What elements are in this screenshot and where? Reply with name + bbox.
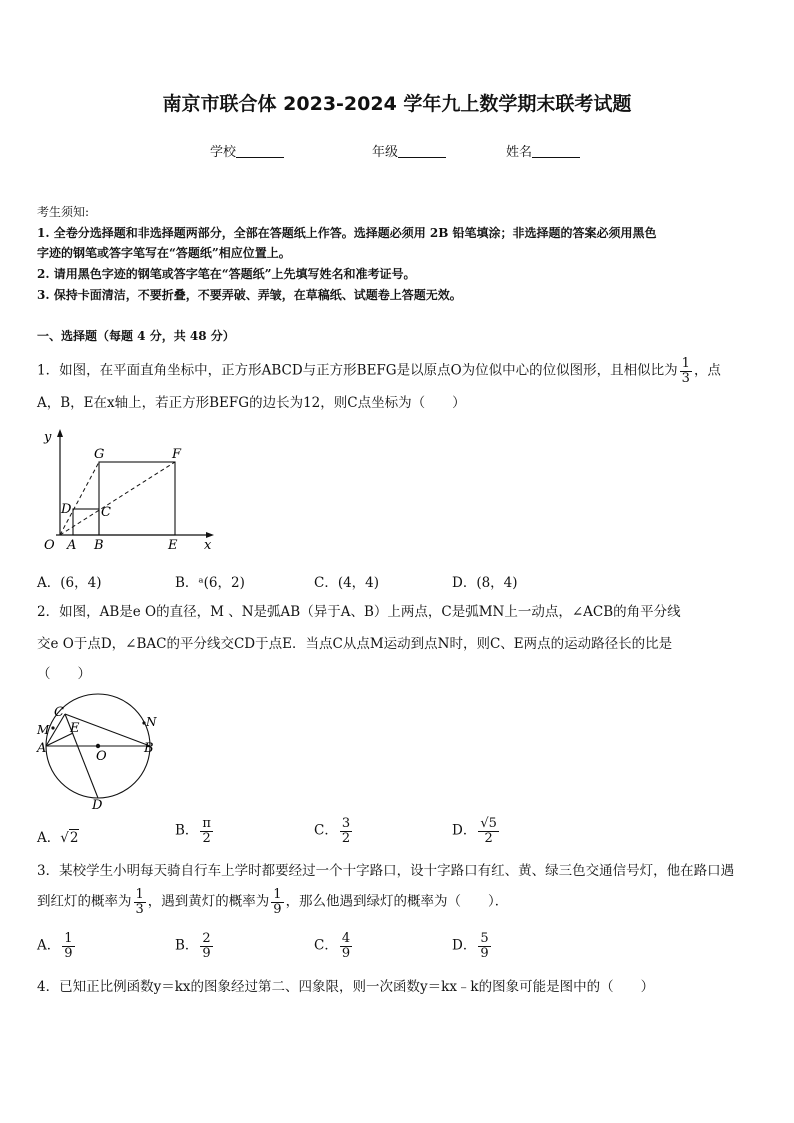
- q3-red-den: 3: [135, 901, 144, 917]
- notice-item-1a: 1. 全卷分选择题和非选择题两部分，全部在答题纸上作答。选择题必须用 2B 铅笔填涂；非选择题的答案必须用黑色: [37, 226, 657, 240]
- q1-label-f: F: [172, 447, 182, 462]
- q2-stem-line3: （ ）: [37, 666, 91, 682]
- q2-stem-line2: 交e O于点D，∠BAC的平分线交CD于点E．当点C从点M运动到点N时，则C、E两点的运动路径长的比是: [37, 636, 673, 652]
- q3-option-d-fraction: [478, 932, 490, 960]
- q2-option-c-label: C．: [314, 822, 338, 839]
- q3-text-a: 到红灯的概率为: [37, 893, 132, 910]
- school-field: [210, 141, 284, 160]
- q2-option-d: [452, 817, 501, 845]
- q2-option-a-sqrt: √2: [60, 830, 79, 846]
- q1-ray-og: [60, 462, 99, 535]
- q2-option-d-label: D．: [452, 822, 477, 839]
- q1-label-c: C: [101, 505, 111, 520]
- q2-label-n: N: [146, 715, 157, 729]
- q1-text-end: ，点: [693, 362, 721, 379]
- q3-yellow-den: 9: [273, 901, 282, 917]
- q2-label-e: E: [70, 721, 80, 736]
- name-field: [506, 141, 580, 160]
- q2-label-c: C: [54, 705, 64, 720]
- notice-heading: 考生须知:: [37, 205, 90, 219]
- q3-yellow-prob: [271, 888, 283, 916]
- q3-option-c: [314, 932, 354, 960]
- grade-label: 年级: [372, 145, 399, 160]
- q2-option-d-num: √5: [480, 816, 497, 831]
- grade-blank: [398, 145, 446, 158]
- q3-option-b-num: 2: [202, 931, 211, 946]
- q2-label-b: B: [144, 741, 154, 756]
- q3-option-c-label: C．: [314, 937, 338, 954]
- q1-figure: [36, 425, 226, 555]
- q3-option-a-num: 1: [64, 931, 73, 946]
- notice-item-2: 2. 请用黑色字迹的钢笔或答字笔在“答题纸”上先填写姓名和准考证号。: [37, 267, 416, 281]
- grade-field: [372, 141, 446, 160]
- q2-option-c-den: 2: [341, 830, 351, 846]
- q2-option-a-label: A．: [37, 830, 61, 846]
- q3-option-b: [175, 932, 215, 960]
- q3-option-a: [37, 932, 77, 960]
- q1-option-d: D．(8，4): [452, 575, 518, 591]
- q3-red-prob: [134, 888, 146, 916]
- q3-option-d: [452, 932, 493, 960]
- q1-square-befg: [99, 462, 175, 535]
- q2-option-c: [314, 817, 354, 845]
- q2-option-b-fraction: [200, 817, 213, 845]
- q1-square-abcd: [73, 509, 99, 535]
- q3-text-b: ，遇到黄灯的概率为: [147, 893, 270, 910]
- name-label: 姓名: [506, 145, 533, 160]
- q1-label-d: D: [61, 502, 72, 517]
- q3-yellow-num: 1: [273, 887, 282, 902]
- q2-option-d-radicand: 5: [488, 816, 497, 831]
- page-title: 南京市联合体 2023-2024 学年九上数学期末联考试题: [162, 93, 632, 115]
- q3-option-b-fraction: [200, 932, 212, 960]
- q1-text: 1．如图，在平面直角坐标中，正方形ABCD与正方形BEFG是以原点O为位似中心的位似图形，且相似比为: [37, 362, 678, 379]
- q1-label-y: y: [44, 430, 52, 445]
- q1-label-e: E: [168, 538, 178, 553]
- q1-frac-den: 3: [681, 370, 690, 386]
- q1-label-g: G: [94, 447, 105, 462]
- q2-label-d: D: [92, 798, 103, 811]
- school-blank: [236, 145, 284, 158]
- q3-option-d-label: D．: [452, 937, 477, 954]
- q1-label-o: O: [44, 538, 55, 553]
- q3-option-b-den: 9: [202, 945, 211, 961]
- notice-item-3: 3. 保持卡面清洁，不要折叠，不要弄破、弄皱，在草稿纸、试题卷上答题无效。: [37, 288, 462, 302]
- q3-stem-line1: 3．某校学生小明每天骑自行车上学时都要经过一个十字路口，设十字路口有红、黄、绿三色交通信号灯，他在路口遇: [37, 863, 735, 879]
- q1-label-a: A: [67, 538, 77, 553]
- q2-option-b-den: 2: [202, 830, 211, 846]
- q3-text-c: ，那么他遇到绿灯的概率为（ ）．: [285, 893, 509, 910]
- q1-frac-num: 1: [681, 356, 690, 371]
- q3-option-a-label: A．: [37, 937, 61, 954]
- q3-option-a-den: 9: [64, 945, 73, 961]
- q1-ray-of: [60, 462, 175, 535]
- q3-option-c-num: 4: [341, 931, 351, 946]
- q3-red-num: 1: [135, 887, 144, 902]
- q1-label-x: x: [204, 538, 212, 553]
- q2-option-b-num: π: [202, 816, 211, 831]
- q3-option-c-den: 9: [341, 945, 351, 961]
- q2-option-a: [37, 826, 79, 846]
- q1-option-b: B．ᵃ(6，2): [175, 575, 245, 591]
- q3-stem-line2: [37, 888, 508, 916]
- q1-option-a: A．(6，4): [37, 575, 102, 591]
- q2-point-m: [51, 726, 54, 729]
- q2-label-m: M: [37, 723, 50, 737]
- q2-option-b-label: B．: [175, 822, 199, 839]
- q1-label-b: B: [94, 538, 104, 553]
- q2-center-dot: [96, 744, 100, 748]
- name-blank: [532, 145, 580, 158]
- q2-label-a: A: [37, 741, 47, 756]
- school-label: 学校: [210, 145, 237, 160]
- q2-figure: [34, 693, 164, 811]
- q4-stem-line1: 4．已知正比例函数y＝kx的图象经过第二、四象限，则一次函数y＝kx﹣k的图象可能是图中的（ ）: [37, 979, 655, 995]
- q1-option-c: C．(4，4): [314, 575, 380, 591]
- q2-option-a-radicand: 2: [69, 830, 79, 846]
- q3-option-d-den: 9: [480, 945, 489, 961]
- q2-option-c-num: 3: [341, 816, 351, 831]
- q2-option-d-den: 2: [484, 830, 493, 846]
- q2-option-c-fraction: [340, 817, 352, 845]
- q1-stem-line2: A，B，E在x轴上，若正方形BEFG的边长为12，则C点坐标为（ ）: [37, 395, 466, 411]
- q2-stem-line1: 2．如图，AB是e O的直径，M 、N是弧AB（异于A、B）上两点，C是弧MN上一动点，∠ACB的角平分线: [37, 604, 681, 620]
- q2-option-d-fraction: [478, 817, 499, 845]
- q1-stem-line1: [37, 357, 721, 385]
- q1-ratio-fraction: [680, 357, 692, 385]
- q3-option-d-num: 5: [480, 931, 489, 946]
- q1-y-arrow: [57, 429, 63, 437]
- notice-item-1b: 字迹的钢笔或答字笔写在“答题纸”相应位置上。: [37, 246, 291, 260]
- q2-label-o: O: [96, 749, 107, 764]
- q2-option-b: [175, 817, 215, 845]
- q3-option-a-fraction: [62, 932, 74, 960]
- q3-option-c-fraction: [340, 932, 352, 960]
- section-heading: 一、选择题（每题 4 分，共 48 分）: [37, 329, 235, 343]
- q3-option-b-label: B．: [175, 937, 199, 954]
